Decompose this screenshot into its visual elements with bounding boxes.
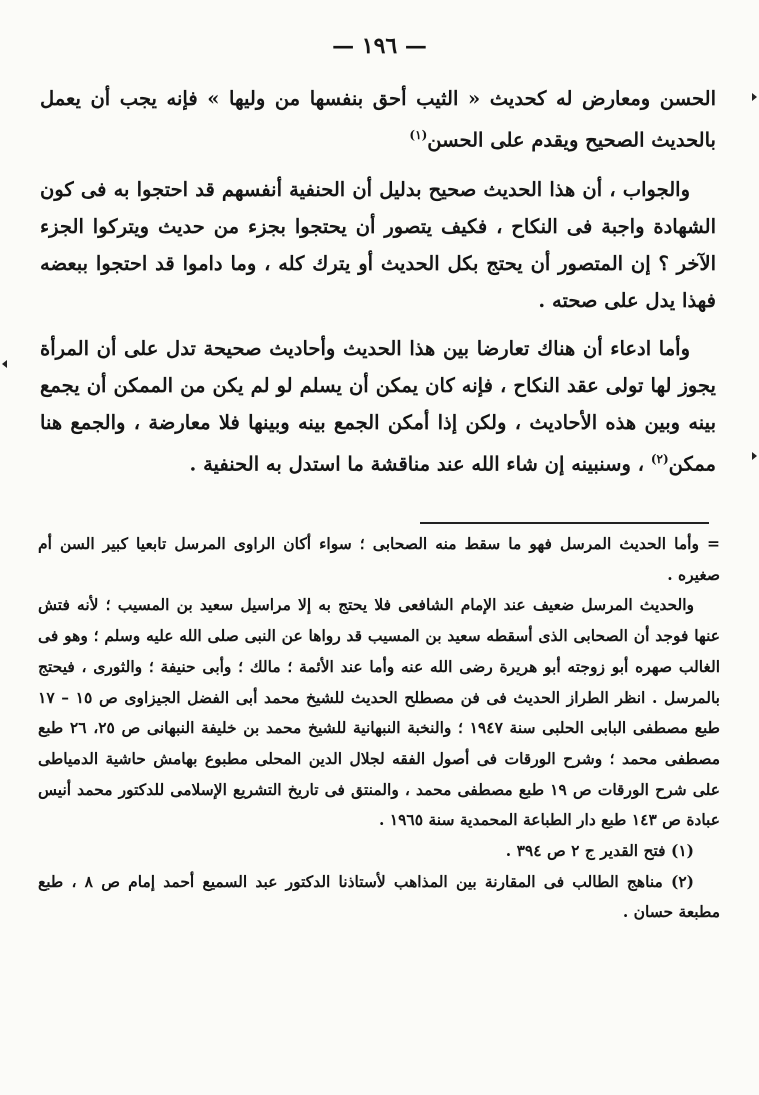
footnote-2 <box>38 867 720 928</box>
paragraph-1-text: الحسن ومعارض له كحديث « الثيب أحق بنفسها من وليها » فإنه يجب أن يعمل بالحديث الصحيح ويقدم على الحسن <box>40 87 716 152</box>
page-number: — ١٩٦ — <box>332 33 427 59</box>
footnote-continuation-1: = وأما الحديث المرسل فهو ما سقط منه الصحابى ؛ سواء أكان الراوى المرسل تابعيا كبير السن أم صغيره . <box>38 534 720 584</box>
paragraph-3 <box>40 330 716 483</box>
paragraph-1 <box>40 80 716 159</box>
footnote-2-text: (٢) مناهج الطالب فى المقارنة بين المذاهب لأستاذنا الدكتور عبد السميع أحمد إمام ص ٨ ، طبع مطبعة حسان . <box>38 871 720 922</box>
footnote-separator <box>420 522 709 524</box>
margin-mark-icon <box>752 452 757 460</box>
margin-mark-icon <box>752 93 757 101</box>
footnote-continuation-2-text: والحديث المرسل ضعيف عند الإمام الشافعى فلا يحتج به إلا مراسيل سعيد بن المسيب ؛ لأنه فتش عنها فوجد أن الصحابى الذى أسقطه سعيد بن المسيب قد رواها عن النبى صلى الله عليه وسلم ؛ وهو فى الغالب صهره أبو زوجته أبو هريرة رضى الله عنه وأما عند الأئمة ؛ مالك ؛ وأبى حنيفة ؛ والثورى ، فيحتج بالمرسل . انظر الطراز الحديث فى فن مصطلح الحديث للشيخ محمد أبى الفضل الجيزاوى ص ١٥ – ١٧ طبع مصطفى البابى الحلبى سنة ١٩٤٧ ؛ والنخبة النبهانية للشيخ محمد بن خليفة النبهانى ص ٢٥، ٢٦ طبع مصطفى محمد ؛ وشرح الورقات فى أصول الفقه لجلال الدين المحلى مطبوع بهامش حاشية الدمياطى على شرح الورقات ص ١٩ طبع مصطفى محمد ، والمنتق فى تاريخ التشريع الإسلامى للدكتور محمد أنيس عبادة ص ١٤٣ طبع دار الطباعة المحمدية سنة ١٩٦٥ . <box>38 595 720 830</box>
margin-mark-icon <box>2 360 7 368</box>
footnote-1-text: (١) فتح القدير ج ٢ ص ٣٩٤ . <box>505 841 694 861</box>
footnote-continuation-2 <box>38 590 720 836</box>
paragraph-2-text: والجواب ، أن هذا الحديث صحيح بدليل أن الحنفية أنفسهم قد احتجوا به فى كون الشهادة واجبة فى النكاح ، فكيف يتصور أن يحتجوا بجزء من حديث ويتركوا الجزء الآخر ؟ إن المتصور أن يحتج بكل الحديث أو يترك كله ، وما داموا قد احتجوا ببعضه فهذا يدل على صحته . <box>40 178 716 312</box>
footnote-ref-2: (٢) <box>650 452 669 466</box>
paragraph-3-text-b: ، وسنبينه إن شاء الله عند مناقشة ما استدل به الحنفية . <box>189 452 645 476</box>
paragraph-2 <box>40 171 716 319</box>
footnote-1 <box>38 836 720 867</box>
paragraph-3-text-a: وأما ادعاء أن هناك تعارضا بين هذا الحديث وأحاديث صحيحة تدل على أن المرأة يجوز لها تولى عقد النكاح ، فإنه كان يمكن أن يسلم لو لم يكن من الممكن أن يجمع بينه وبين هذه الأحاديث ، ولكن إذا أمكن الجمع بينه وبينها فلا معارضة ، والجمع هنا ممكن <box>40 337 716 476</box>
footnotes <box>38 529 720 928</box>
footnote-ref-1: (١) <box>409 128 428 142</box>
